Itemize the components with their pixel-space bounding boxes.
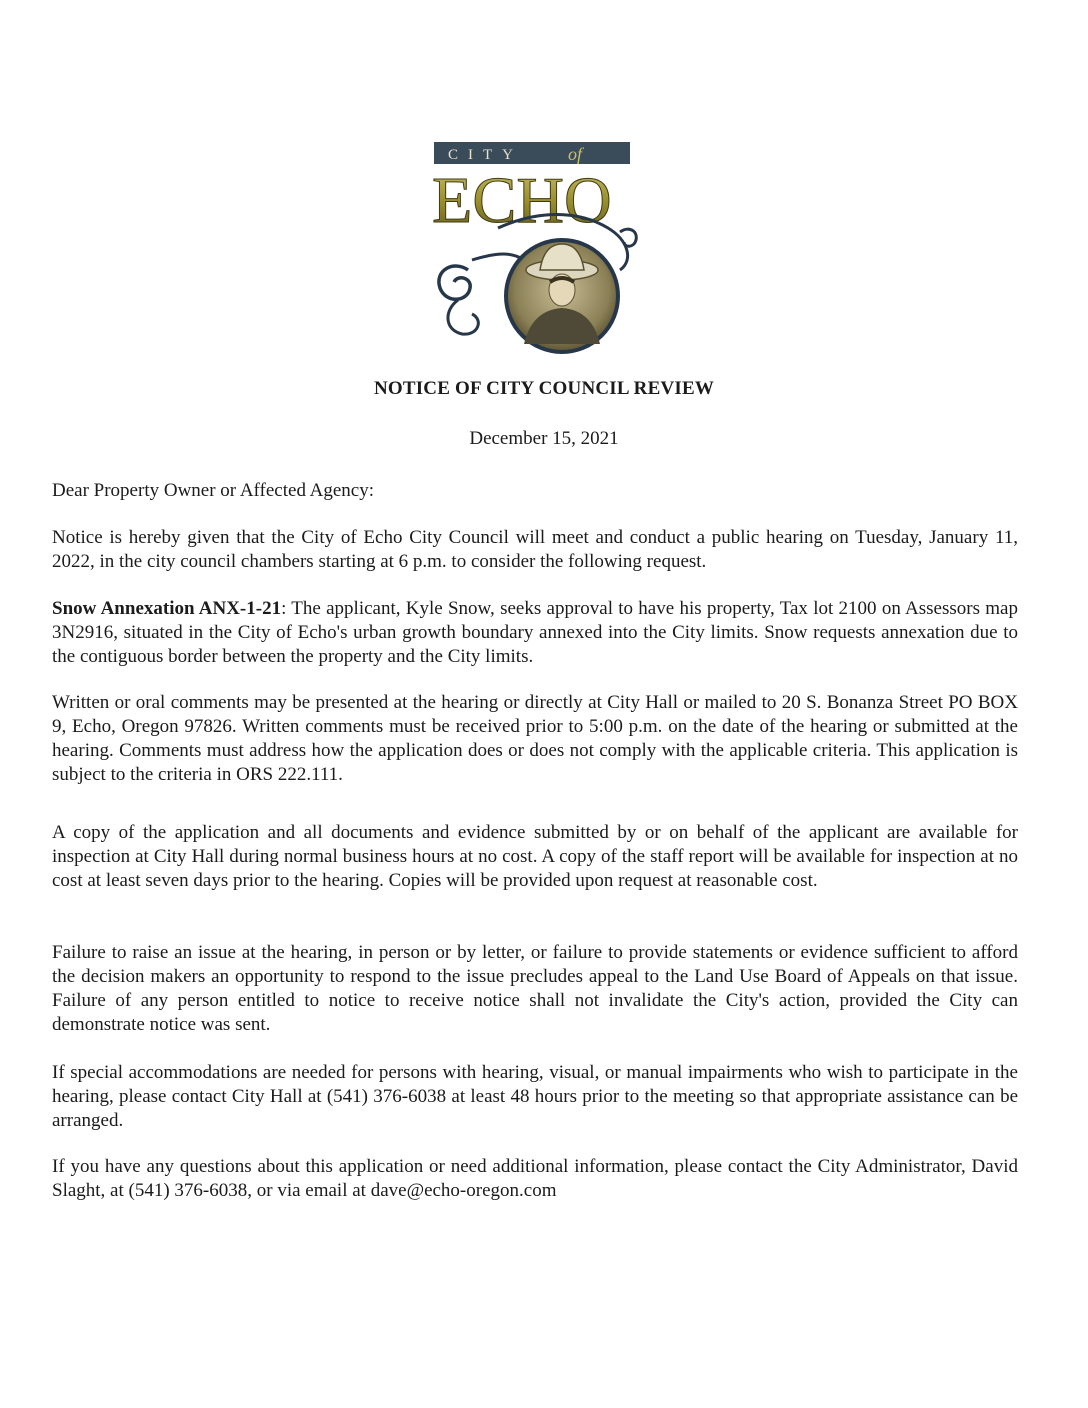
appeal-paragraph: Failure to raise an issue at the hearing, in person or by letter, or failure to provide statements or evidence sufficient to afford the decision makers an opportunity to respond to the issue precludes appeal to the Land Use Board of Appeals on that issue. Failure of any person entitled to notice to receive notice shall not invalidate the City's action, provided the City can demonstrate notice was sent. [52, 942, 1018, 1035]
annexation-request-paragraph [52, 597, 1018, 669]
logo-city-text: CITY [448, 147, 523, 163]
logo-of-text: of [568, 144, 583, 164]
notice-date: December 15, 2021 [469, 428, 619, 449]
annexation-case-description: : The applicant, Kyle Snow, seeks approval to have his property, Tax lot 2100 on Assessors map 3N2916, situated in the City of Echo's urban growth boundary annexed into the City limits. Snow requests annexation due to the contiguous border between the property and the City limits. [52, 598, 1018, 667]
salutation: Dear Property Owner or Affected Agency: [52, 480, 375, 501]
hearing-notice-paragraph: Notice is hereby given that the City of Echo City Council will meet and conduct a public hearing on Tuesday, January 11, 2022, in the city council chambers starting at 6 p.m. to consider the following request. [52, 527, 1018, 572]
logo-scroll-link [472, 254, 524, 260]
city-of-echo-logo [428, 140, 644, 356]
logo-scroll-curl-bottom [448, 300, 478, 334]
logo-scroll-curl-left [439, 266, 470, 299]
notice-title: NOTICE OF CITY COUNCIL REVIEW [373, 378, 715, 399]
logo-echo-text: ECHO [432, 164, 612, 237]
accommodations-paragraph: If special accommodations are needed for persons with hearing, visual, or manual impairments who wish to participate in the hearing, please contact City Hall at (541) 376-6038 at least 48 hours prior to the meeting so that appropriate assistance can be arranged. [52, 1062, 1018, 1131]
comments-paragraph: Written or oral comments may be presented at the hearing or directly at City Hall or mailed to 20 S. Bonanza Street PO BOX 9, Echo, Oregon 97826. Written comments must be received prior to 5:00 p.m. on the date of the hearing or submitted at the hearing. Comments must address how the application does or does not comply with the applicable criteria. This application is subject to the criteria in ORS 222.111. [52, 692, 1018, 785]
city-of-echo-logo-graphic [428, 140, 644, 356]
logo-scroll-curl-right [620, 229, 636, 246]
annexation-case-title: Snow Annexation ANX-1-21 [52, 598, 282, 619]
inspection-paragraph: A copy of the application and all documents and evidence submitted by or on behalf of the applicant are available for inspection at City Hall during normal business hours at no cost. A copy of the staff report will be available for inspection at no cost at least seven days prior to the hearing. Copies will be provided upon request at reasonable cost. [52, 822, 1018, 891]
contact-paragraph: If you have any questions about this application or need additional information, please contact the City Administrator, David Slaght, at (541) 376-6038, or via email at dave@echo-oregon.com [52, 1156, 1018, 1201]
